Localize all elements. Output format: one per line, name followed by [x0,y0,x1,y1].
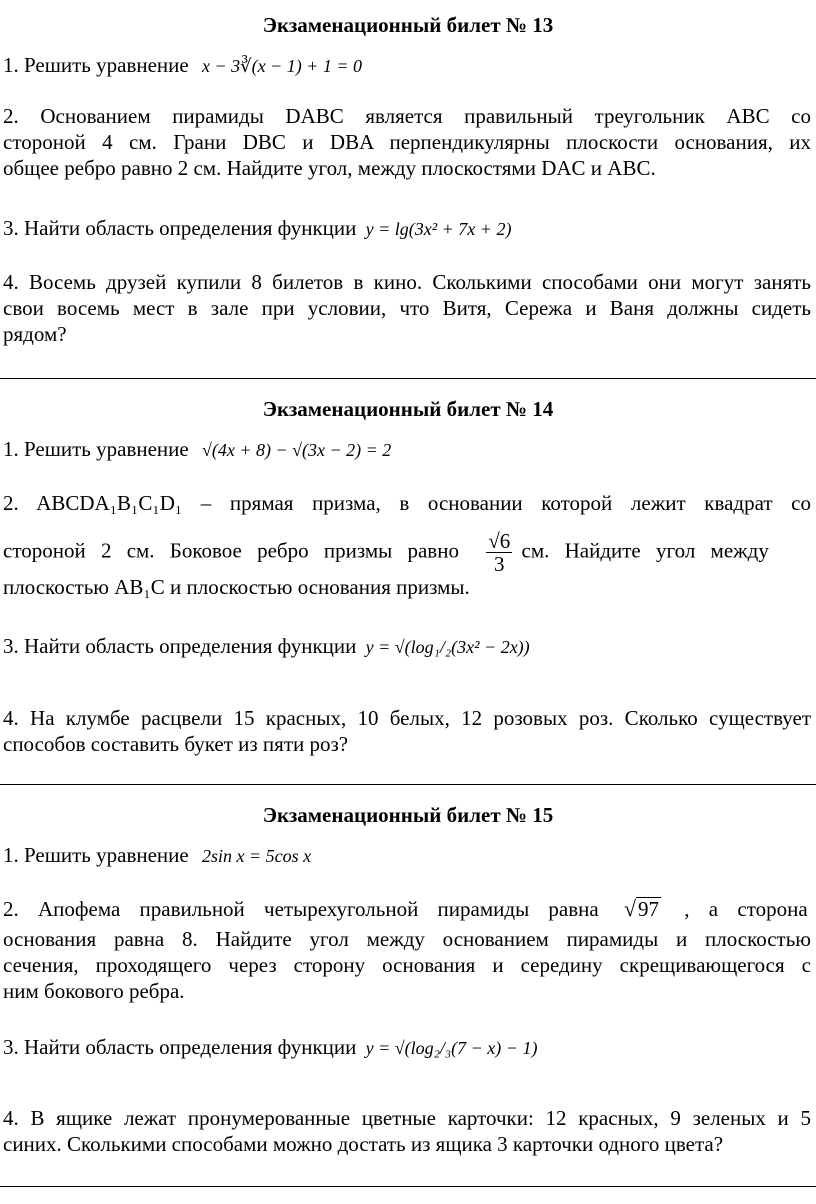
q4-line: 4. В ящике лежат пронумерованные цветные карточки: 12 красных, 9 зеленых и 5 [3,1106,811,1130]
sqrt-icon: √ [623,896,637,921]
q3-formula: y = √(log₁/₂(3x² − 2x)) [365,637,530,657]
sqrt-radicand: 97 [638,897,660,921]
separator-line [0,378,816,379]
q2-text: , а сторона [684,897,808,921]
side-edge-fraction [486,530,512,575]
q3-label: 3. Найти область определения функции [3,216,357,240]
ticket-14-q2-line1 [3,490,811,516]
q3-label: 3. Найти область определения функции [3,1035,357,1059]
ticket-13-q2 [3,103,811,181]
q1-label: 1. Решить уравнение [3,53,189,77]
q2-text: см. Найдите угол между [521,538,769,563]
q3-formula: y = √(log₂/₃(7 − x) − 1) [365,1038,538,1058]
separator-line [0,784,816,785]
q2-line: основания равна 8. Найдите угол между основанием пирамиды и плоскостью [3,927,811,951]
q3-formula: y = lg(3x² + 7x + 2) [365,219,512,239]
ticket-14-title: Экзаменационный билет № 14 [262,397,554,421]
q2-line: ним бокового ребра. [3,979,185,1003]
q2-line: сечения, проходящего через сторону основания и середину скрещивающегося с [3,953,811,977]
q1-formula: 2sin x = 5cos x [201,846,312,866]
q4-line: свои восемь мест в зале при условии, что Витя, Сережа и Ваня должны сидеть [3,296,811,320]
q2-line: общее ребро равно 2 см. Найдите угол, между плоскостями DAC и ABC. [3,156,656,180]
q1-formula: x − 3∛(x − 1) + 1 = 0 [201,56,363,76]
q2-line: 2. Основанием пирамиды DABC является правильный треугольник ABC со [3,104,811,128]
separator-line [0,1186,816,1187]
q4-line: синих. Сколькими способами можно достать из ящика 3 карточки одного цвета? [3,1132,724,1156]
q2-line: 2. ABCDA₁B₁C₁D₁ – прямая призма, в основании которой лежит квадрат со [3,491,811,515]
ticket-15-q3 [3,1034,537,1061]
q4-line: 4. Восемь друзей купили 8 билетов в кино. Сколькими способами они могут занять [3,270,811,294]
apothem-sqrt [624,896,661,922]
ticket-13-title: Экзаменационный билет № 13 [262,13,554,37]
fraction-denominator: 3 [493,552,505,576]
ticket-14-q4 [3,705,811,757]
q3-label: 3. Найти область определения функции [3,634,357,658]
q2-text: стороной 2 см. Боковое ребро призмы равно [3,538,459,563]
ticket-15-q2-rest [3,926,811,1004]
q1-formula: √(4x + 8) − √(3x − 2) = 2 [201,440,392,460]
fraction-numerator: √6 [488,529,511,553]
ticket-15-title: Экзаменационный билет № 15 [262,803,554,827]
q1-label: 1. Решить уравнение [3,437,189,461]
q4-line: 4. На клумбе расцвели 15 красных, 10 белых, 12 розовых роз. Сколько существует [3,706,811,730]
ticket-14-q2-line3: плоскостью AB₁C и плоскостью основания призмы. [3,575,470,599]
ticket-14-q3 [3,633,530,660]
q2-text: 2. Апофема правильной четырехугольной пирамиды равна [3,897,599,921]
q1-label: 1. Решить уравнение [3,843,189,867]
q4-line: рядом? [3,322,67,346]
ticket-13-q1 [3,52,362,79]
q4-line: способов составить букет из пяти роз? [3,732,349,756]
q2-line: стороной 4 см. Грани DBC и DBA перпендикулярны плоскости основания, их [3,130,811,154]
ticket-14-q1 [3,436,391,463]
ticket-15-q2-line1 [3,896,811,922]
ticket-13-q3 [3,215,511,242]
ticket-13-q4 [3,269,811,347]
ticket-15-q4 [3,1105,811,1157]
ticket-15-q1 [3,842,311,869]
ticket-14-q2-line2 [3,530,811,575]
